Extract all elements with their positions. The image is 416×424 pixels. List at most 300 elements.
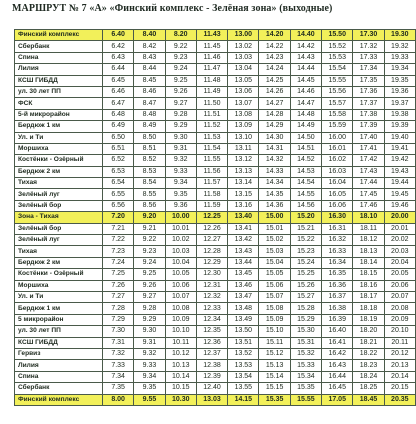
departure-time: 13.09 <box>228 121 259 132</box>
stop-name: Моршиха <box>15 280 103 291</box>
departure-time: 11.54 <box>196 143 227 154</box>
departure-time: 14.26 <box>259 86 290 97</box>
departure-time: 14.36 <box>259 200 290 211</box>
departure-time: 9.29 <box>134 314 165 325</box>
departure-time: 18.17 <box>353 291 384 302</box>
departure-time: 8.54 <box>134 178 165 189</box>
departure-time: 20.13 <box>384 360 415 371</box>
departure-time: 13.03 <box>228 52 259 63</box>
departure-time: 14.25 <box>259 75 290 86</box>
departure-time: 8.45 <box>134 75 165 86</box>
departure-time: 13.52 <box>228 348 259 359</box>
stop-name: Сбербанк <box>15 41 103 52</box>
departure-time: 8.44 <box>134 64 165 75</box>
departure-time: 9.27 <box>165 98 196 109</box>
departure-time: 14.30 <box>259 132 290 143</box>
stop-name: Зелёный бор <box>15 223 103 234</box>
departure-time: 9.34 <box>134 371 165 382</box>
departure-time: 16.45 <box>322 383 353 394</box>
departure-time: 10.14 <box>165 371 196 382</box>
departure-time: 6.45 <box>103 75 134 86</box>
departure-time: 14.49 <box>290 121 321 132</box>
departure-time: 14.40 <box>290 30 321 41</box>
departure-time: 14.34 <box>259 178 290 189</box>
departure-time: 9.22 <box>134 235 165 246</box>
departure-time: 18.15 <box>353 269 384 280</box>
departure-time: 19.33 <box>384 52 415 63</box>
departure-time: 17.33 <box>353 52 384 63</box>
departure-time: 8.46 <box>134 86 165 97</box>
departure-time: 14.23 <box>259 52 290 63</box>
departure-time: 11.47 <box>196 64 227 75</box>
stop-name: Лилия <box>15 360 103 371</box>
departure-time: 7.21 <box>103 223 134 234</box>
timetable <box>14 29 416 406</box>
departure-time: 16.00 <box>322 132 353 143</box>
departure-time: 15.26 <box>290 280 321 291</box>
departure-time: 20.08 <box>384 303 415 314</box>
departure-time: 11.58 <box>196 189 227 200</box>
departure-time: 16.40 <box>322 326 353 337</box>
departure-time: 9.35 <box>134 383 165 394</box>
departure-time: 8.55 <box>134 189 165 200</box>
departure-time: 15.02 <box>259 235 290 246</box>
departure-time: 13.51 <box>228 337 259 348</box>
departure-time: 7.31 <box>103 337 134 348</box>
departure-time: 10.04 <box>165 257 196 268</box>
departure-time: 9.26 <box>134 280 165 291</box>
departure-time: 7.23 <box>103 246 134 257</box>
departure-time: 20.35 <box>384 394 415 405</box>
departure-time: 10.02 <box>165 235 196 246</box>
departure-time: 20.15 <box>384 383 415 394</box>
departure-time: 14.52 <box>290 155 321 166</box>
departure-time: 11.45 <box>196 41 227 52</box>
departure-time: 9.26 <box>165 86 196 97</box>
departure-time: 20.05 <box>384 269 415 280</box>
departure-time: 15.34 <box>290 371 321 382</box>
departure-time: 10.11 <box>165 337 196 348</box>
departure-time: 16.42 <box>322 348 353 359</box>
departure-time: 16.35 <box>322 269 353 280</box>
page-title: МАРШРУТ № 7 «А» «Финский комплекс - Зелёная зона» (выходные) <box>12 3 333 14</box>
departure-time: 13.54 <box>228 371 259 382</box>
departure-time: 6.56 <box>103 200 134 211</box>
stop-name: Бердюж 1 км <box>15 303 103 314</box>
departure-time: 12.38 <box>196 360 227 371</box>
departure-time: 13.05 <box>228 75 259 86</box>
departure-time: 8.47 <box>134 98 165 109</box>
stop-name: Костёнки - Озёрный <box>15 269 103 280</box>
departure-time: 9.23 <box>134 246 165 257</box>
departure-time: 10.12 <box>165 348 196 359</box>
departure-time: 14.32 <box>259 155 290 166</box>
departure-time: 11.53 <box>196 132 227 143</box>
departure-time: 15.04 <box>259 257 290 268</box>
departure-time: 7.33 <box>103 360 134 371</box>
stop-name: Зелёный луг <box>15 189 103 200</box>
departure-time: 8.50 <box>134 132 165 143</box>
table-row <box>15 212 416 223</box>
departure-time: 16.05 <box>322 189 353 200</box>
departure-time: 15.59 <box>322 121 353 132</box>
departure-time: 16.31 <box>322 223 353 234</box>
departure-time: 11.43 <box>196 30 227 41</box>
departure-time: 6.55 <box>103 189 134 200</box>
departure-time: 17.36 <box>353 86 384 97</box>
stop-name: Спина <box>15 52 103 63</box>
departure-time: 17.46 <box>353 200 384 211</box>
stop-name: ФСК <box>15 98 103 109</box>
departure-time: 20.03 <box>384 246 415 257</box>
departure-time: 6.50 <box>103 132 134 143</box>
departure-time: 15.35 <box>290 383 321 394</box>
departure-time: 19.45 <box>384 189 415 200</box>
departure-time: 19.35 <box>384 75 415 86</box>
departure-time: 15.07 <box>259 291 290 302</box>
departure-time: 14.20 <box>259 30 290 41</box>
departure-time: 13.00 <box>228 30 259 41</box>
departure-time: 13.41 <box>228 223 259 234</box>
departure-time: 9.34 <box>165 178 196 189</box>
table-row <box>15 280 416 291</box>
departure-time: 14.51 <box>290 143 321 154</box>
departure-time: 16.39 <box>322 314 353 325</box>
departure-time: 14.44 <box>290 64 321 75</box>
departure-time: 20.10 <box>384 326 415 337</box>
departure-time: 18.19 <box>353 314 384 325</box>
departure-time: 12.37 <box>196 348 227 359</box>
departure-time: 11.59 <box>196 200 227 211</box>
table-row <box>15 326 416 337</box>
departure-time: 20.09 <box>384 314 415 325</box>
departure-time: 12.26 <box>196 223 227 234</box>
departure-time: 13.16 <box>228 200 259 211</box>
departure-time: 9.24 <box>165 64 196 75</box>
departure-time: 13.07 <box>228 98 259 109</box>
departure-time: 18.14 <box>353 257 384 268</box>
departure-time: 8.43 <box>134 52 165 63</box>
departure-time: 16.37 <box>322 291 353 302</box>
departure-time: 11.50 <box>196 98 227 109</box>
departure-time: 10.15 <box>165 383 196 394</box>
departure-time: 13.13 <box>228 166 259 177</box>
departure-time: 15.25 <box>290 269 321 280</box>
departure-time: 9.23 <box>165 52 196 63</box>
departure-time: 14.46 <box>290 86 321 97</box>
departure-time: 14.47 <box>290 98 321 109</box>
departure-time: 15.28 <box>290 303 321 314</box>
departure-time: 9.25 <box>165 75 196 86</box>
departure-time: 20.00 <box>384 212 415 223</box>
table-row <box>15 246 416 257</box>
departure-time: 18.13 <box>353 246 384 257</box>
departure-time: 15.56 <box>322 86 353 97</box>
departure-time: 18.24 <box>353 371 384 382</box>
departure-time: 9.30 <box>134 326 165 337</box>
table-row <box>15 269 416 280</box>
departure-time: 19.32 <box>384 41 415 52</box>
departure-time: 7.20 <box>103 212 134 223</box>
departure-time: 9.33 <box>134 360 165 371</box>
departure-time: 11.51 <box>196 109 227 120</box>
departure-time: 16.02 <box>322 155 353 166</box>
departure-time: 14.33 <box>259 166 290 177</box>
departure-time: 15.33 <box>290 360 321 371</box>
departure-time: 16.38 <box>322 303 353 314</box>
departure-time: 16.06 <box>322 200 353 211</box>
table-row <box>15 360 416 371</box>
departure-time: 14.55 <box>290 189 321 200</box>
departure-time: 10.03 <box>165 246 196 257</box>
departure-time: 13.02 <box>228 41 259 52</box>
departure-time: 15.00 <box>259 212 290 223</box>
departure-time: 14.22 <box>259 41 290 52</box>
departure-time: 6.53 <box>103 166 134 177</box>
departure-time: 13.45 <box>228 269 259 280</box>
departure-time: 19.42 <box>384 155 415 166</box>
departure-time: 9.35 <box>165 189 196 200</box>
stop-name: Ул. и Ти <box>15 132 103 143</box>
departure-time: 10.08 <box>165 303 196 314</box>
departure-time: 6.42 <box>103 41 134 52</box>
departure-time: 12.25 <box>196 212 227 223</box>
table-row <box>15 143 416 154</box>
departure-time: 9.31 <box>134 337 165 348</box>
departure-time: 9.28 <box>165 109 196 120</box>
departure-time: 13.48 <box>228 303 259 314</box>
departure-time: 11.55 <box>196 155 227 166</box>
table-row <box>15 178 416 189</box>
departure-time: 13.15 <box>228 189 259 200</box>
departure-time: 17.39 <box>353 121 384 132</box>
stop-name: Бердюж 2 км <box>15 257 103 268</box>
table-row <box>15 86 416 97</box>
departure-time: 14.27 <box>259 98 290 109</box>
departure-time: 17.44 <box>353 178 384 189</box>
table-row <box>15 383 416 394</box>
table-row <box>15 291 416 302</box>
departure-time: 10.10 <box>165 326 196 337</box>
departure-time: 14.43 <box>290 52 321 63</box>
departure-time: 13.40 <box>228 212 259 223</box>
departure-time: 6.51 <box>103 143 134 154</box>
departure-time: 20.14 <box>384 371 415 382</box>
departure-time: 9.24 <box>134 257 165 268</box>
departure-time: 18.11 <box>353 223 384 234</box>
departure-time: 13.03 <box>196 394 227 405</box>
departure-time: 14.28 <box>259 109 290 120</box>
table-row <box>15 155 416 166</box>
departure-time: 19.37 <box>384 98 415 109</box>
departure-time: 15.01 <box>259 223 290 234</box>
departure-time: 17.42 <box>353 155 384 166</box>
departure-time: 13.14 <box>228 178 259 189</box>
departure-time: 20.11 <box>384 337 415 348</box>
departure-time: 12.39 <box>196 371 227 382</box>
departure-time: 13.55 <box>228 383 259 394</box>
table-row <box>15 303 416 314</box>
departure-time: 13.04 <box>228 64 259 75</box>
departure-time: 15.23 <box>290 246 321 257</box>
departure-time: 13.42 <box>228 235 259 246</box>
stop-name: Тихая <box>15 178 103 189</box>
departure-time: 19.38 <box>384 109 415 120</box>
departure-time: 9.22 <box>165 41 196 52</box>
departure-time: 10.01 <box>165 223 196 234</box>
departure-time: 17.37 <box>353 98 384 109</box>
departure-time: 14.15 <box>228 394 259 405</box>
departure-time: 7.34 <box>103 371 134 382</box>
departure-time: 9.32 <box>165 155 196 166</box>
departure-time: 20.12 <box>384 348 415 359</box>
departure-time: 20.06 <box>384 280 415 291</box>
departure-time: 16.04 <box>322 178 353 189</box>
departure-time: 13.10 <box>228 132 259 143</box>
departure-time: 12.28 <box>196 246 227 257</box>
departure-time: 16.36 <box>322 280 353 291</box>
departure-time: 17.41 <box>353 143 384 154</box>
departure-time: 15.29 <box>290 314 321 325</box>
departure-time: 13.43 <box>228 246 259 257</box>
departure-time: 6.43 <box>103 52 134 63</box>
departure-time: 15.54 <box>322 64 353 75</box>
departure-time: 11.46 <box>196 52 227 63</box>
departure-time: 12.34 <box>196 314 227 325</box>
departure-time: 19.43 <box>384 166 415 177</box>
departure-time: 18.16 <box>353 280 384 291</box>
departure-time: 19.39 <box>384 121 415 132</box>
departure-time: 11.56 <box>196 166 227 177</box>
departure-time: 17.45 <box>353 189 384 200</box>
departure-time: 19.30 <box>384 30 415 41</box>
departure-time: 14.50 <box>290 132 321 143</box>
departure-time: 7.29 <box>103 314 134 325</box>
departure-time: 11.49 <box>196 86 227 97</box>
table-row <box>15 64 416 75</box>
departure-time: 15.52 <box>322 41 353 52</box>
departure-time: 9.25 <box>134 269 165 280</box>
timetable-body <box>15 30 416 406</box>
table-row <box>15 121 416 132</box>
departure-time: 15.55 <box>322 75 353 86</box>
stop-name: КСШ ГИБДД <box>15 75 103 86</box>
departure-time: 10.13 <box>165 360 196 371</box>
departure-time: 16.33 <box>322 246 353 257</box>
table-row <box>15 52 416 63</box>
departure-time: 15.24 <box>290 257 321 268</box>
departure-time: 11.57 <box>196 178 227 189</box>
departure-time: 16.03 <box>322 166 353 177</box>
table-row <box>15 337 416 348</box>
stop-name: Тихая <box>15 246 103 257</box>
stop-name: Бердюж 2 км <box>15 166 103 177</box>
departure-time: 17.38 <box>353 109 384 120</box>
departure-time: 19.34 <box>384 64 415 75</box>
departure-time: 8.49 <box>134 121 165 132</box>
departure-time: 11.52 <box>196 121 227 132</box>
departure-time: 13.53 <box>228 360 259 371</box>
departure-time: 7.25 <box>103 269 134 280</box>
departure-time: 9.29 <box>165 121 196 132</box>
departure-time: 13.50 <box>228 326 259 337</box>
departure-time: 16.30 <box>322 212 353 223</box>
departure-time: 12.32 <box>196 291 227 302</box>
departure-time: 7.24 <box>103 257 134 268</box>
table-row <box>15 348 416 359</box>
departure-time: 16.41 <box>322 337 353 348</box>
departure-time: 10.05 <box>165 269 196 280</box>
departure-time: 11.48 <box>196 75 227 86</box>
departure-time: 12.35 <box>196 326 227 337</box>
departure-time: 6.54 <box>103 178 134 189</box>
departure-time: 12.27 <box>196 235 227 246</box>
stop-name: Лилия <box>15 64 103 75</box>
departure-time: 6.46 <box>103 86 134 97</box>
departure-time: 15.35 <box>259 394 290 405</box>
stop-name: Костёнки - Озёрный <box>15 155 103 166</box>
departure-time: 15.55 <box>290 394 321 405</box>
departure-time: 15.20 <box>290 212 321 223</box>
departure-time: 6.52 <box>103 155 134 166</box>
departure-time: 15.31 <box>290 337 321 348</box>
table-row <box>15 314 416 325</box>
departure-time: 6.49 <box>103 121 134 132</box>
departure-time: 8.53 <box>134 166 165 177</box>
departure-time: 10.00 <box>165 212 196 223</box>
departure-time: 14.54 <box>290 178 321 189</box>
departure-time: 8.42 <box>134 41 165 52</box>
stop-name: Ул. и Ти <box>15 291 103 302</box>
departure-time: 15.08 <box>259 303 290 314</box>
departure-time: 8.56 <box>134 200 165 211</box>
departure-time: 18.12 <box>353 235 384 246</box>
departure-time: 17.35 <box>353 75 384 86</box>
departure-time: 8.48 <box>134 109 165 120</box>
departure-time: 16.32 <box>322 235 353 246</box>
table-row <box>15 30 416 41</box>
departure-time: 15.50 <box>322 30 353 41</box>
departure-time: 8.52 <box>134 155 165 166</box>
departure-time: 16.34 <box>322 257 353 268</box>
departure-time: 18.23 <box>353 360 384 371</box>
departure-time: 7.22 <box>103 235 134 246</box>
departure-time: 12.30 <box>196 269 227 280</box>
departure-time: 14.56 <box>290 200 321 211</box>
departure-time: 15.12 <box>259 348 290 359</box>
stop-name: 5 микрорайон <box>15 314 103 325</box>
departure-time: 9.36 <box>165 200 196 211</box>
stop-name: Сбербанк <box>15 383 103 394</box>
departure-time: 15.53 <box>322 52 353 63</box>
departure-time: 20.02 <box>384 235 415 246</box>
table-row <box>15 41 416 52</box>
departure-time: 15.27 <box>290 291 321 302</box>
departure-time: 18.45 <box>353 394 384 405</box>
departure-time: 9.21 <box>134 223 165 234</box>
departure-time: 6.44 <box>103 64 134 75</box>
departure-time: 19.44 <box>384 178 415 189</box>
table-row <box>15 257 416 268</box>
stop-name: Гервиз <box>15 348 103 359</box>
departure-time: 9.28 <box>134 303 165 314</box>
departure-time: 8.40 <box>134 30 165 41</box>
departure-time: 7.30 <box>103 326 134 337</box>
table-row <box>15 235 416 246</box>
departure-time: 14.35 <box>259 189 290 200</box>
departure-time: 18.18 <box>353 303 384 314</box>
departure-time: 6.48 <box>103 109 134 120</box>
